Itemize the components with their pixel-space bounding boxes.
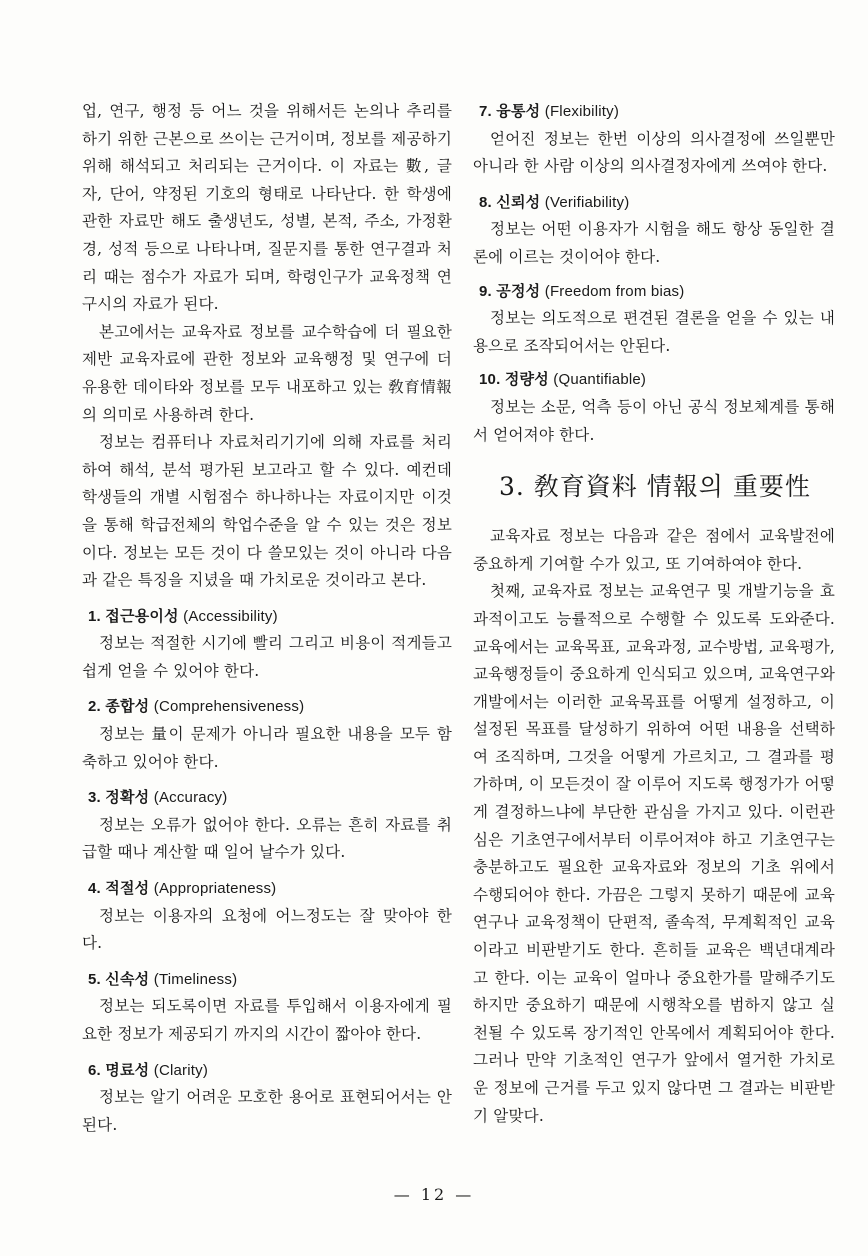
right-column [473,98,835,1130]
item-heading: 9. 공정성 (Freedom from bias) [479,282,685,300]
item-text: 정보는 어떤 이용자가 시험을 해도 항상 동일한 결론에 이르는 것이어야 한다. [473,220,835,266]
item-heading: 8. 신뢰성 (Verifiability) [479,193,630,211]
item-heading: 1. 접근용이성 (Accessibility) [88,607,278,625]
body-paragraph: 첫째, 교육자료 정보는 교육연구 및 개발기능을 효과적이고도 능률적으로 수행할 수 있도록 도와준다. 교육에서는 교육목표, 교육과정, 교수방법, 교육평가, 교육행정들이 중요하게 인식되고 있으며, 교육연구와 개발에서는 이러한 교육목표를 어떻게 설정하고, 이 설정된 목표를 달성하기 위하여 어떤 내용을 선택하여 조직하며, 그것을 어떻게 가르치고, 그 결과를 평가하며, 이 모든것이 잘 이루어 지도록 행정가가 어떻게 결정하느냐에 부단한 관심을 가지고 있다. 이런관심은 기초연구에서부터 이루어져야 하고 기초연구는 충분하고도 필요한 교육자료와 정보의 기초 위에서 수행되어야 한다. 가끔은 그렇지 못하기 때문에 교육연구나 교육정책이 단편적, 졸속적, 무계획적인 교육이라고 비판받기도 한다. 흔히들 교육은 백년대계라고 한다. 이는 교육이 얼마나 중요한가를 말해주기도 하지만 중요하기 때문에 시행착오를 범하지 않고 실천될 수 있도록 장기적인 안목에서 계획되어야 한다. 그러나 만약 기초적인 연구가 앞에서 열거한 가치로운 정보에 근거를 두고 있지 않다면 그 결과는 비판받기 알맞다. [473,582,835,1125]
body-paragraph: 교육자료 정보는 다음과 같은 점에서 교육발전에 중요하게 기여할 수가 있고, 또 기여하여야 한다. [473,527,835,573]
item-heading: 7. 융통성 (Flexibility) [479,103,620,120]
item-text: 정보는 적절한 시기에 빨리 그리고 비용이 적게들고 쉽게 얻을 수 있어야 한다. [82,634,452,680]
item-text: 정보는 되도록이면 자료를 투입해서 이용자에게 필요한 정보가 제공되기 까지의 시간이 짧아야 한다. [82,997,452,1043]
item-heading: 4. 적절성 (Appropriateness) [88,880,277,898]
item-text: 정보는 소문, 억측 등이 아닌 공식 정보체계를 통해서 얻어져야 한다. [473,397,835,444]
left-column [82,98,452,1139]
item-text: 정보는 이용자의 요청에 어느정도는 잘 맞아야 한다. [82,906,452,953]
item-text: 정보는 의도적으로 편견된 결론을 얻을 수 있는 내용으로 조작되어서는 안된다. [473,309,835,355]
item-text: 정보는 量이 문제가 아니라 필요한 내용을 모두 함축하고 있어야 한다. [82,725,452,771]
body-paragraph: 업, 연구, 행정 등 어느 것을 위해서든 논의나 추리를 하기 위한 근본으로 쓰이는 근거이며, 정보를 제공하기 위해 해석되고 처리되는 근거이다. 이 자료는 數, 글자, 단어, 약정된 기호의 형태로 나타난다. 한 학생에 관한 자료만 해도 출생년도, 성별, 본적, 주소, 가정환경, 성적 등으로 나타나며, 질문지를 통한 연구결과 처리 때는 점수가 자료가 되며, 학령인구가 교육정책 연구시의 자료가 된다. [82,102,452,314]
page-number: — 12 — [393,1185,475,1204]
item-text: 정보는 오류가 없어야 한다. 오류는 흔히 자료를 취급할 때나 계산할 때 일어 날수가 있다. [82,815,452,862]
item-text: 얻어진 정보는 한번 이상의 의사결정에 쓰일뿐만 아니라 한 사람 이상의 의사결정자에게 쓰여야 한다. [473,129,835,176]
item-heading: 2. 종합성 (Comprehensiveness) [88,698,305,716]
item-heading: 3. 정확성 (Accuracy) [88,789,228,807]
body-paragraph: 본고에서는 교육자료 정보를 교수학습에 더 필요한 제반 교육자료에 관한 정보와 교육행정 및 연구에 더 유용한 데이타와 정보를 모두 내포하고 있는 敎育情報의 의미로 사용하려 한다. [82,322,452,424]
section-title: 3. 敎育資料 情報의 重要性 [499,472,811,502]
item-heading: 6. 명료성 (Clarity) [88,1061,209,1079]
item-heading: 10. 정량성 (Quantifiable) [479,371,647,389]
body-paragraph: 정보는 컴퓨터나 자료처리기기에 의해 자료를 처리하여 해석, 분석 평가된 보고라고 할 수 있다. 예컨데 학생들의 개별 시험점수 하나하나는 자료이지만 이것을 통해 학급전체의 학업수준을 알 수 있는 것은 정보이다. 정보는 모든 것이 다 쓸모있는 것이 아니라 다음과 같은 특징을 지녔을 때 가치로운 것이라고 본다. [82,433,452,590]
item-heading: 5. 신속성 (Timeliness) [88,970,238,988]
item-text: 정보는 알기 어려운 모호한 용어로 표현되어서는 안된다. [82,1088,452,1134]
